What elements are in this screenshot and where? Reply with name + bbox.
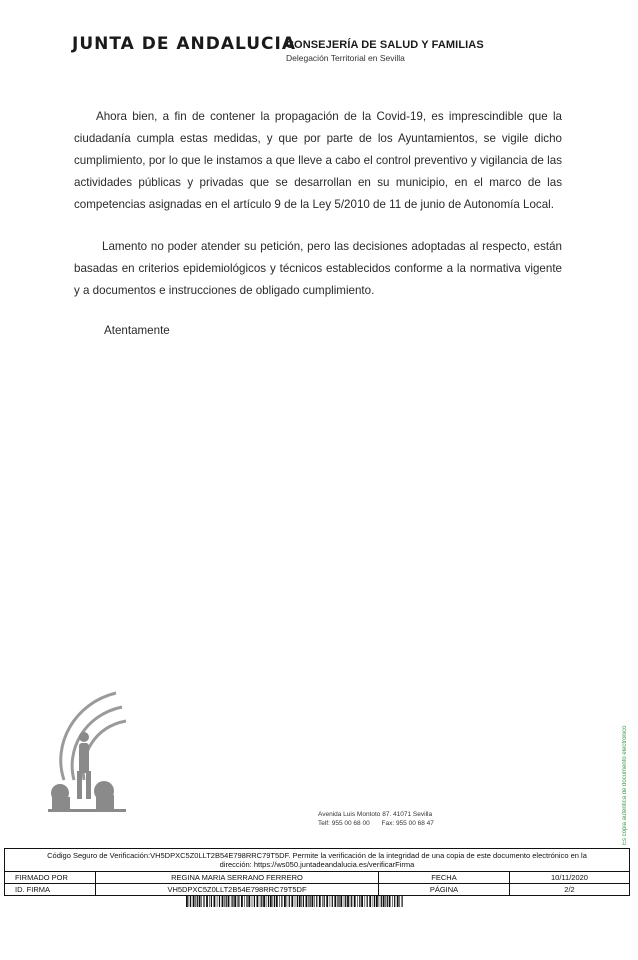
verification-text: Código Seguro de Verificación:VH5DPXC5Z0LLT2B54E798RRC79T5DF. Permite la verificación de la integridad de una copia de este documento electrónico en la dirección: https://ws050.juntadeandalucia.es/verificarFirma	[5, 849, 629, 872]
id-value: VH5DPXC5Z0LLT2B54E798RRC79T5DF	[96, 884, 379, 895]
delegation-name: Delegación Territorial en Sevilla	[286, 53, 405, 63]
fax-text: Fax: 955 00 68 47	[381, 820, 434, 827]
date-value: 10/11/2020	[551, 873, 588, 882]
brand-logo-text: JUNTA DE ANDALUCIA	[72, 34, 296, 54]
address-block	[318, 810, 434, 828]
page-label: PÁGINA	[379, 884, 510, 895]
phone-text: Telf: 955 00 68 00	[318, 820, 370, 827]
paragraph-2: Lamento no poder atender su petición, pero las decisiones adoptadas al respecto, están basadas en criterios epidemiológicos y técnicos establecidos conforme a la normativa vigente y a documentos e instrucciones de obligado cumplimiento.	[74, 240, 562, 297]
barcode-icon	[186, 895, 404, 907]
contact-line	[318, 819, 434, 828]
date-label: FECHA	[379, 872, 510, 883]
id-label: ID. FIRMA	[5, 884, 96, 895]
side-note: Es copia auténtica de documento electrónico	[622, 725, 628, 845]
department-block	[286, 39, 484, 63]
closing-text: Atentamente	[104, 324, 170, 337]
signed-by-label: FIRMADO POR	[5, 872, 96, 883]
signature-row-id	[5, 884, 629, 895]
address-line: Avenida Luis Montoto 87. 41071 Sevilla	[318, 811, 433, 818]
page-value: 2/2	[564, 885, 575, 894]
signature-row-signer	[5, 872, 629, 884]
signed-by-value: REGINA MARIA SERRANO FERRERO	[96, 872, 379, 883]
paragraph-1: Ahora bien, a fin de contener la propagación de la Covid-19, es imprescindible que la ciudadanía cumpla estas medidas, y que por parte de los Ayuntamientos, se vigile dicho cumplimiento, por lo que le instamos a que lleve a cabo el control preventivo y vigilancia de las actividades públicas y privadas que se desarrollan en su municipio, en el marco de las competencias asignadas en el artículo 9 de la Ley 5/2010 de 11 de junio de Autonomía Local.	[74, 110, 562, 211]
signature-table	[4, 848, 630, 896]
department-name: CONSEJERÍA DE SALUD Y FAMILIAS	[286, 39, 484, 51]
andalucia-coat-of-arms-icon	[44, 685, 134, 815]
